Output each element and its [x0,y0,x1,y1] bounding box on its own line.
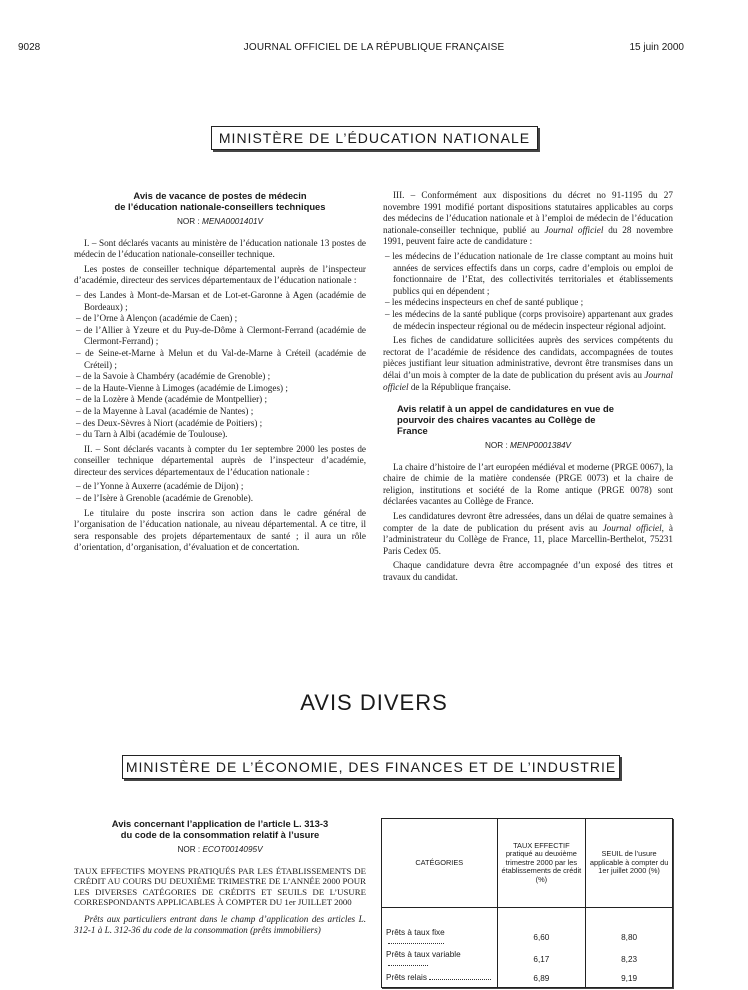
paragraph: Les postes de conseiller technique départemental auprès de l’inspecteur d’académie, directeur des services départementaux de l’éducation nationale : [74,263,366,286]
nor-code: MENA0001401V [202,217,264,226]
list-item: – de la Mayenne à Laval (académie de Nantes) ; [76,405,254,416]
journal-name: Journal officiel [383,369,673,392]
text-segment: III. – Conformément aux dispositions du décret no 91-1195 du 27 novembre 1991 modifié portant dispositions statutaires applicables au corps des médecins de l’éducation nationale et à l’emploi de médecin de l’éducation nationale-conseiller technique, publié au [383,190,673,235]
category-label: Prêts à taux fixe [386,928,445,937]
notice-title-line: de l’éducation nationale-conseillers techniques [114,201,326,212]
nor-code: ECOT0014095V [202,845,263,854]
usury-rates-table [381,818,673,988]
table-row [382,970,673,988]
list-item: – des Landes à Mont-de-Marsan et de Lot-et-Garonne à Agen (académie de Bordeaux) ; [76,289,366,312]
page-number: 9028 [18,42,41,53]
table-row [382,948,673,970]
list-item: – de la Savoie à Chambéry (académie de Grenoble) ; [76,371,271,382]
list-item: – du Tarn à Albi (académie de Toulouse). [76,429,228,440]
usury-notice [74,818,366,939]
paragraph [383,190,673,248]
paragraph: La chaire d’histoire de l’art européen médiéval et moderne (PRGE 0067), la chaire de chimie de la matière condensée (PRGE 0073) et la chaire de religion, institutions et société de la Rome antique (PRGE 0078) sont déclarées vacantes au Collège de France. [383,461,673,507]
category-cell [382,970,498,988]
nor-label: NOR : [484,441,511,451]
candidate-list [383,251,673,332]
list-item: – de la Lozère à Mende (académie de Montpellier) ; [76,394,268,405]
post-list [74,481,366,504]
journal-name: Journal officiel [602,522,662,533]
list-item: – de l’Yonne à Auxerre (académie de Dijon) ; [76,481,244,492]
notice-title [383,403,673,436]
list-item: – de l’Isère à Grenoble (académie de Grenoble). [76,493,254,504]
table-header-row [382,819,673,908]
list-item: – de Seine-et-Marne à Melun et du Val-de-Marne à Créteil (académie de Créteil) ; [76,347,366,370]
section-heading: AVIS DIVERS [300,690,448,715]
journal-name: Journal officiel [544,224,604,235]
nor-reference [74,844,366,856]
paragraph [383,511,673,557]
category-cell [382,948,498,970]
notice-title-line: Avis relatif à un appel de candidatures en vue de [397,403,614,415]
paragraph: Le titulaire du poste inscrira son action dans le cadre général de l’organisation de l’éducation nationale, au niveau départemental. A ce titre, il sera responsable des projets départementaux de santé ; il aura un rôle d’orientation, d’organisation, d’évaluation et de concertation. [74,507,366,553]
text-segment: de la République française. [408,381,511,392]
left-column [74,190,366,557]
paragraph [383,335,673,393]
issue-date: 15 juin 2000 [629,42,684,53]
list-item: – de la Haute-Vienne à Limoges (académie de Limoges) ; [76,382,288,393]
dot-leader [429,979,491,980]
right-column [383,190,673,587]
list-item: – de l’Orne à Alençon (académie de Caen) ; [76,313,238,324]
list-item: – de l’Allier à Yzeure et du Puy-de-Dôme à Clermont-Ferrand (académie de Clermont-Ferrand) ; [76,324,366,347]
nor-reference [383,440,673,452]
paragraph: I. – Sont déclarés vacants au ministère de l’éducation nationale 13 postes de médecin de l’éducation nationale-conseiller technique. [74,237,366,260]
rate-cell: 6,17 [497,948,586,970]
ministry-education-title: MINISTÈRE DE L’ÉDUCATION NATIONALE [211,126,538,150]
column-header-categories: CATÉGORIES [382,819,498,908]
category-label: Prêts à taux variable [386,950,461,959]
list-item: – les médecins de l’éducation nationale de 1re classe comptant au moins huit années de services effectifs dans un corps, cadre d’emplois ou emploi de fonctionnaire de l’Etat, des collectivités territoriales et établissements publics qui en dépendent ; [385,250,673,296]
ministry-economy-title: MINISTÈRE DE L’ÉCONOMIE, DES FINANCES ET DE L’INDUSTRIE [122,755,620,779]
paragraph: II. – Sont déclarés vacants à compter du 1er septembre 2000 les postes de conseiller technique départemental auprès de l’inspecteur d’académie, directeur des services départementaux de l’éducation nationale : [74,443,366,477]
dot-leader [388,943,444,944]
dot-leader [388,965,428,966]
notice-title-line: du code de la consommation relatif à l’usure [120,829,320,840]
notice-title-line: France [397,425,428,437]
category-cell [382,908,498,949]
notice-title-line: Avis de vacance de postes de médecin [133,190,307,201]
journal-title: JOURNAL OFFICIEL DE LA RÉPUBLIQUE FRANÇAISE [243,42,505,53]
text-segment: , à l’administrateur du Collège de France, 11, place Marcellin-Berthelot, 75231 Paris Cedex 05. [383,522,673,556]
list-item: – les médecins de la santé publique (corps provisoire) appartenant aux grades de médecin inspecteur régional ou de médecin inspecteur régional adjoint. [385,308,673,331]
nor-label: NOR : [177,845,203,854]
nor-code: MENP0001384V [510,441,572,451]
threshold-cell: 8,23 [586,948,673,970]
table-row [382,908,673,949]
rate-cell: 6,60 [497,908,586,949]
threshold-cell: 8,80 [586,908,673,949]
notice-title [74,818,366,840]
text-segment: du 28 novembre 1991, peuvent faire acte de candidature : [383,224,673,247]
list-item: – les médecins inspecteurs en chef de santé publique ; [385,297,584,308]
paragraph: Chaque candidature devra être accompagnée d’un exposé des titres et travaux du candidat. [383,560,673,583]
rates-heading: TAUX EFFECTIFS MOYENS PRATIQUÉS PAR LES ÉTABLISSEMENTS DE CRÉDIT AU COURS DU DEUXIÈME TRIMESTRE DE L’ANNÉE 2000 POUR LES DIVERSES CATÉGORIES DE CRÉDITS ET SEUILS DE L’USURE CORRESPONDANTS APPLICABLES À COMPTER DU 1er JUILLET 2000 [74,865,366,908]
nor-reference [74,216,366,228]
loan-scope-note: Prêts aux particuliers entrant dans le champ d’application des articles L. 312-1 à L. 312-36 du code de la consommation (prêts immobiliers) [74,913,366,935]
list-item: – des Deux-Sèvres à Niort (académie de Poitiers) ; [76,417,263,428]
nor-label: NOR : [176,217,203,226]
notice-title-line: Avis concernant l’application de l’article L. 313-3 [111,818,329,829]
post-list [74,290,366,441]
category-label: Prêts relais [386,973,427,982]
column-header-usury-threshold: SEUIL de l’usure applicable à compter du 1er juillet 2000 (%) [586,819,673,908]
column-header-effective-rate: TAUX EFFECTIF pratiqué au deuxième trimestre 2000 par les établissements de crédit (%) [497,819,586,908]
threshold-cell: 9,19 [586,970,673,988]
text-segment: Les fiches de candidature sollicitées auprès des services compétents du rectorat de l’académie de résidence des candidats, accompagnées de toutes pièces justifiant leur situation administrative, devront être transmises dans un délai d’un mois à compter de la date de publication du présent avis au [383,335,673,380]
notice-title-line: pourvoir des chaires vacantes au Collège de [397,414,596,426]
notice-title [74,190,366,212]
rate-cell: 6,89 [497,970,586,988]
text-segment: Les candidatures devront être adressées, dans un délai de quatre semaines à compter de la date de publication du présent avis au [383,511,673,533]
